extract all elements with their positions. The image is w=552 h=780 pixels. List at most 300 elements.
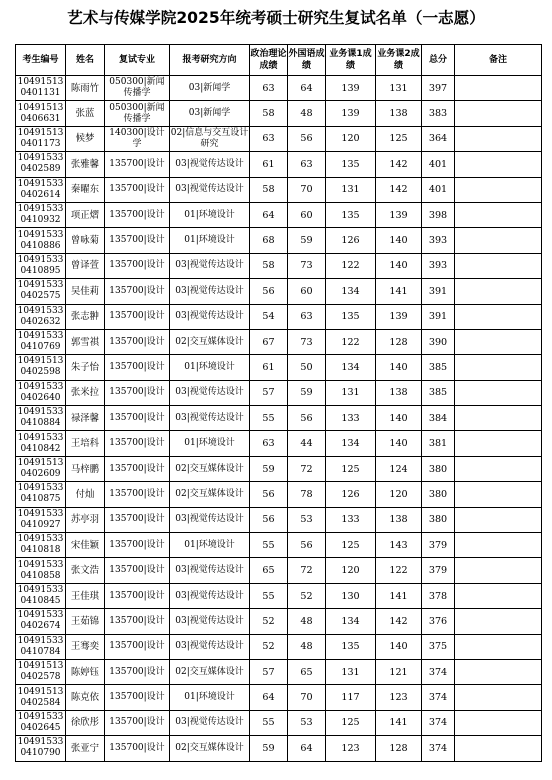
- header-politics: 政治理论成绩: [250, 45, 288, 76]
- header-major: 复试专业: [105, 45, 170, 76]
- cell-direction: 01|环境设计: [170, 431, 250, 456]
- cell-direction: 01|环境设计: [170, 355, 250, 380]
- cell-foreign: 59: [288, 228, 326, 253]
- cell-direction: 03|视觉传达设计: [170, 507, 250, 532]
- cell-direction: 03|视觉传达设计: [170, 380, 250, 405]
- cell-id: 104915330410875: [16, 482, 66, 507]
- cell-id: 104915330410895: [16, 253, 66, 278]
- cell-foreign: 53: [288, 710, 326, 735]
- cell-politics: 55: [250, 406, 288, 431]
- cell-total: 391: [422, 304, 455, 329]
- cell-course2: 131: [376, 76, 422, 101]
- cell-id: 104915330410932: [16, 202, 66, 227]
- cell-remark: [455, 304, 542, 329]
- cell-course1: 131: [326, 380, 376, 405]
- cell-remark: [455, 380, 542, 405]
- cell-foreign: 65: [288, 659, 326, 684]
- cell-total: 391: [422, 279, 455, 304]
- cell-remark: [455, 482, 542, 507]
- cell-total: 379: [422, 558, 455, 583]
- cell-course2: 141: [376, 710, 422, 735]
- table-row: [16, 659, 542, 684]
- cell-course2: 140: [376, 253, 422, 278]
- cell-total: 384: [422, 406, 455, 431]
- cell-major: 135700|设计: [105, 406, 170, 431]
- table-row: [16, 279, 542, 304]
- candidate-table: [15, 44, 542, 762]
- cell-politics: 61: [250, 152, 288, 177]
- table-row: [16, 583, 542, 608]
- cell-name: 宋佳颖: [66, 533, 105, 558]
- header-id: 考生编号: [16, 45, 66, 76]
- cell-major: 135700|设计: [105, 152, 170, 177]
- cell-remark: [455, 355, 542, 380]
- cell-politics: 65: [250, 558, 288, 583]
- cell-politics: 54: [250, 304, 288, 329]
- cell-major: 135700|设计: [105, 507, 170, 532]
- cell-remark: [455, 710, 542, 735]
- table-body: [16, 76, 542, 762]
- cell-foreign: 78: [288, 482, 326, 507]
- cell-remark: [455, 228, 542, 253]
- cell-total: 390: [422, 329, 455, 354]
- cell-politics: 68: [250, 228, 288, 253]
- cell-remark: [455, 583, 542, 608]
- cell-course1: 126: [326, 228, 376, 253]
- cell-course2: 122: [376, 558, 422, 583]
- cell-major: 135700|设计: [105, 533, 170, 558]
- cell-course1: 125: [326, 710, 376, 735]
- cell-politics: 52: [250, 609, 288, 634]
- cell-major: 135700|设计: [105, 685, 170, 710]
- cell-major: 135700|设计: [105, 329, 170, 354]
- table-row: [16, 177, 542, 202]
- cell-course1: 117: [326, 685, 376, 710]
- cell-remark: [455, 659, 542, 684]
- table-header-row: [16, 45, 542, 76]
- cell-id: 104915130402578: [16, 659, 66, 684]
- cell-course2: 128: [376, 736, 422, 761]
- cell-foreign: 60: [288, 279, 326, 304]
- table-row: [16, 533, 542, 558]
- cell-foreign: 70: [288, 685, 326, 710]
- cell-total: 375: [422, 634, 455, 659]
- cell-remark: [455, 202, 542, 227]
- cell-name: 候梦: [66, 126, 105, 151]
- cell-id: 104915330402632: [16, 304, 66, 329]
- cell-id: 104915330402575: [16, 279, 66, 304]
- cell-name: 王茹锦: [66, 609, 105, 634]
- cell-course2: 120: [376, 482, 422, 507]
- cell-politics: 58: [250, 101, 288, 126]
- cell-major: 140300|设计学: [105, 126, 170, 151]
- cell-foreign: 60: [288, 202, 326, 227]
- cell-major: 135700|设计: [105, 609, 170, 634]
- cell-politics: 57: [250, 380, 288, 405]
- cell-remark: [455, 685, 542, 710]
- cell-name: 曾咏菊: [66, 228, 105, 253]
- table-row: [16, 634, 542, 659]
- table-row: [16, 304, 542, 329]
- cell-course2: 140: [376, 634, 422, 659]
- cell-course2: 142: [376, 177, 422, 202]
- cell-remark: [455, 76, 542, 101]
- cell-total: 397: [422, 76, 455, 101]
- cell-foreign: 72: [288, 456, 326, 481]
- cell-politics: 63: [250, 431, 288, 456]
- cell-name: 张雅馨: [66, 152, 105, 177]
- cell-total: 380: [422, 456, 455, 481]
- table-row: [16, 202, 542, 227]
- cell-foreign: 48: [288, 634, 326, 659]
- cell-direction: 02|交互媒体设计: [170, 456, 250, 481]
- cell-total: 364: [422, 126, 455, 151]
- cell-foreign: 63: [288, 152, 326, 177]
- cell-total: 380: [422, 507, 455, 532]
- cell-direction: 03|视觉传达设计: [170, 583, 250, 608]
- cell-course1: 131: [326, 659, 376, 684]
- header-direction: 报考研究方向: [170, 45, 250, 76]
- cell-course1: 125: [326, 456, 376, 481]
- cell-total: 374: [422, 736, 455, 761]
- cell-course1: 134: [326, 609, 376, 634]
- cell-course2: 138: [376, 507, 422, 532]
- cell-remark: [455, 406, 542, 431]
- cell-politics: 57: [250, 659, 288, 684]
- cell-course2: 128: [376, 329, 422, 354]
- cell-direction: 02|信息与交互设计研究: [170, 126, 250, 151]
- cell-id: 104915330410845: [16, 583, 66, 608]
- cell-course2: 143: [376, 533, 422, 558]
- cell-remark: [455, 253, 542, 278]
- cell-politics: 56: [250, 507, 288, 532]
- cell-foreign: 48: [288, 609, 326, 634]
- cell-id: 104915330402674: [16, 609, 66, 634]
- cell-name: 苏亭羽: [66, 507, 105, 532]
- cell-course1: 133: [326, 406, 376, 431]
- cell-politics: 59: [250, 456, 288, 481]
- cell-remark: [455, 101, 542, 126]
- cell-course1: 135: [326, 152, 376, 177]
- table-row: [16, 558, 542, 583]
- cell-direction: 01|环境设计: [170, 202, 250, 227]
- table-row: [16, 736, 542, 761]
- cell-course1: 139: [326, 76, 376, 101]
- cell-foreign: 73: [288, 253, 326, 278]
- cell-name: 项正熠: [66, 202, 105, 227]
- cell-major: 050300|新闻传播学: [105, 76, 170, 101]
- cell-name: 王骞奕: [66, 634, 105, 659]
- table-row: [16, 355, 542, 380]
- cell-politics: 58: [250, 253, 288, 278]
- cell-total: 393: [422, 253, 455, 278]
- cell-name: 秦曜东: [66, 177, 105, 202]
- cell-direction: 03|视觉传达设计: [170, 406, 250, 431]
- table-row: [16, 329, 542, 354]
- cell-foreign: 64: [288, 736, 326, 761]
- cell-direction: 03|视觉传达设计: [170, 558, 250, 583]
- cell-politics: 55: [250, 583, 288, 608]
- table-row: [16, 456, 542, 481]
- cell-foreign: 56: [288, 126, 326, 151]
- cell-course1: 123: [326, 736, 376, 761]
- table-row: [16, 685, 542, 710]
- cell-name: 吴佳莉: [66, 279, 105, 304]
- cell-name: 张志翀: [66, 304, 105, 329]
- cell-name: 张亚宁: [66, 736, 105, 761]
- cell-course1: 130: [326, 583, 376, 608]
- cell-foreign: 52: [288, 583, 326, 608]
- cell-direction: 02|交互媒体设计: [170, 659, 250, 684]
- cell-id: 104915130401173: [16, 126, 66, 151]
- table-row: [16, 507, 542, 532]
- cell-course2: 138: [376, 380, 422, 405]
- cell-id: 104915330402645: [16, 710, 66, 735]
- cell-politics: 52: [250, 634, 288, 659]
- cell-total: 376: [422, 609, 455, 634]
- cell-foreign: 70: [288, 177, 326, 202]
- cell-course1: 135: [326, 304, 376, 329]
- table-row: [16, 609, 542, 634]
- cell-course1: 120: [326, 126, 376, 151]
- cell-id: 104915330410858: [16, 558, 66, 583]
- cell-direction: 03|视觉传达设计: [170, 304, 250, 329]
- cell-politics: 64: [250, 202, 288, 227]
- cell-politics: 55: [250, 533, 288, 558]
- cell-id: 104915330410884: [16, 406, 66, 431]
- cell-total: 374: [422, 685, 455, 710]
- cell-major: 135700|设计: [105, 736, 170, 761]
- cell-major: 135700|设计: [105, 177, 170, 202]
- cell-course2: 123: [376, 685, 422, 710]
- cell-remark: [455, 507, 542, 532]
- cell-id: 104915130402584: [16, 685, 66, 710]
- cell-name: 陈克依: [66, 685, 105, 710]
- cell-total: 401: [422, 177, 455, 202]
- cell-remark: [455, 152, 542, 177]
- cell-course2: 142: [376, 609, 422, 634]
- cell-course1: 122: [326, 329, 376, 354]
- cell-major: 135700|设计: [105, 355, 170, 380]
- cell-id: 104915330410790: [16, 736, 66, 761]
- header-name: 姓名: [66, 45, 105, 76]
- header-remark: 备注: [455, 45, 542, 76]
- cell-foreign: 64: [288, 76, 326, 101]
- cell-direction: 02|交互媒体设计: [170, 482, 250, 507]
- cell-remark: [455, 329, 542, 354]
- cell-course2: 138: [376, 101, 422, 126]
- cell-course2: 140: [376, 406, 422, 431]
- cell-major: 135700|设计: [105, 482, 170, 507]
- cell-course2: 140: [376, 355, 422, 380]
- cell-id: 104915330410927: [16, 507, 66, 532]
- cell-course2: 140: [376, 431, 422, 456]
- cell-total: 398: [422, 202, 455, 227]
- cell-name: 曾译萱: [66, 253, 105, 278]
- cell-remark: [455, 279, 542, 304]
- cell-major: 135700|设计: [105, 710, 170, 735]
- cell-course1: 131: [326, 177, 376, 202]
- cell-total: 379: [422, 533, 455, 558]
- cell-foreign: 56: [288, 406, 326, 431]
- cell-politics: 56: [250, 279, 288, 304]
- cell-politics: 59: [250, 736, 288, 761]
- cell-course1: 125: [326, 533, 376, 558]
- cell-foreign: 53: [288, 507, 326, 532]
- table-row: [16, 431, 542, 456]
- cell-direction: 01|环境设计: [170, 533, 250, 558]
- cell-course1: 134: [326, 355, 376, 380]
- cell-remark: [455, 634, 542, 659]
- cell-id: 104915130406631: [16, 101, 66, 126]
- cell-total: 380: [422, 482, 455, 507]
- cell-direction: 03|视觉传达设计: [170, 609, 250, 634]
- header-course2: 业务课2成绩: [376, 45, 422, 76]
- table-row: [16, 101, 542, 126]
- cell-major: 135700|设计: [105, 634, 170, 659]
- cell-direction: 03|新闻学: [170, 76, 250, 101]
- cell-remark: [455, 431, 542, 456]
- cell-id: 104915130401131: [16, 76, 66, 101]
- header-total: 总分: [422, 45, 455, 76]
- cell-total: 385: [422, 355, 455, 380]
- cell-remark: [455, 736, 542, 761]
- header-foreign: 外国语成绩: [288, 45, 326, 76]
- table-row: [16, 253, 542, 278]
- cell-id: 104915330410842: [16, 431, 66, 456]
- cell-id: 104915330410886: [16, 228, 66, 253]
- cell-remark: [455, 609, 542, 634]
- cell-foreign: 59: [288, 380, 326, 405]
- cell-total: 383: [422, 101, 455, 126]
- cell-remark: [455, 533, 542, 558]
- cell-total: 401: [422, 152, 455, 177]
- header-course1: 业务课1成绩: [326, 45, 376, 76]
- cell-total: 374: [422, 710, 455, 735]
- cell-politics: 63: [250, 126, 288, 151]
- cell-course1: 134: [326, 431, 376, 456]
- cell-direction: 01|环境设计: [170, 685, 250, 710]
- cell-direction: 03|视觉传达设计: [170, 152, 250, 177]
- cell-course2: 140: [376, 228, 422, 253]
- cell-course2: 139: [376, 202, 422, 227]
- cell-politics: 58: [250, 177, 288, 202]
- cell-course2: 141: [376, 583, 422, 608]
- page-title: 艺术与传媒学院2025年统考硕士研究生复试名单（一志愿）: [67, 9, 485, 27]
- cell-course1: 139: [326, 101, 376, 126]
- cell-major: 135700|设计: [105, 659, 170, 684]
- cell-course1: 126: [326, 482, 376, 507]
- cell-foreign: 56: [288, 533, 326, 558]
- cell-course2: 142: [376, 152, 422, 177]
- table-row: [16, 228, 542, 253]
- cell-politics: 61: [250, 355, 288, 380]
- cell-total: 381: [422, 431, 455, 456]
- cell-direction: 03|视觉传达设计: [170, 253, 250, 278]
- cell-major: 135700|设计: [105, 456, 170, 481]
- cell-remark: [455, 456, 542, 481]
- cell-foreign: 50: [288, 355, 326, 380]
- cell-politics: 63: [250, 76, 288, 101]
- cell-name: 张米拉: [66, 380, 105, 405]
- cell-name: 朱子怡: [66, 355, 105, 380]
- cell-name: 陈婷钰: [66, 659, 105, 684]
- cell-course1: 135: [326, 202, 376, 227]
- cell-id: 104915130402609: [16, 456, 66, 481]
- cell-id: 104915330402614: [16, 177, 66, 202]
- cell-direction: 02|交互媒体设计: [170, 329, 250, 354]
- cell-direction: 02|交互媒体设计: [170, 736, 250, 761]
- table-row: [16, 482, 542, 507]
- cell-direction: 03|视觉传达设计: [170, 634, 250, 659]
- cell-major: 135700|设计: [105, 253, 170, 278]
- cell-id: 104915330410769: [16, 329, 66, 354]
- table-row: [16, 76, 542, 101]
- cell-id: 104915330410818: [16, 533, 66, 558]
- cell-id: 104915330402589: [16, 152, 66, 177]
- cell-direction: 03|视觉传达设计: [170, 177, 250, 202]
- table-row: [16, 126, 542, 151]
- cell-course2: 125: [376, 126, 422, 151]
- cell-politics: 64: [250, 685, 288, 710]
- table-row: [16, 710, 542, 735]
- cell-politics: 67: [250, 329, 288, 354]
- cell-foreign: 72: [288, 558, 326, 583]
- cell-id: 104915330410784: [16, 634, 66, 659]
- cell-remark: [455, 558, 542, 583]
- cell-politics: 56: [250, 482, 288, 507]
- cell-course2: 121: [376, 659, 422, 684]
- cell-direction: 01|环境设计: [170, 228, 250, 253]
- cell-course1: 122: [326, 253, 376, 278]
- cell-major: 135700|设计: [105, 304, 170, 329]
- cell-total: 385: [422, 380, 455, 405]
- cell-major: 135700|设计: [105, 228, 170, 253]
- cell-course2: 139: [376, 304, 422, 329]
- cell-major: 135700|设计: [105, 202, 170, 227]
- cell-major: 135700|设计: [105, 558, 170, 583]
- cell-foreign: 63: [288, 304, 326, 329]
- cell-foreign: 48: [288, 101, 326, 126]
- cell-remark: [455, 177, 542, 202]
- cell-politics: 55: [250, 710, 288, 735]
- cell-course2: 124: [376, 456, 422, 481]
- cell-name: 张蓝: [66, 101, 105, 126]
- cell-remark: [455, 126, 542, 151]
- cell-direction: 03|新闻学: [170, 101, 250, 126]
- cell-name: 王培科: [66, 431, 105, 456]
- cell-major: 135700|设计: [105, 380, 170, 405]
- cell-id: 104915330402640: [16, 380, 66, 405]
- cell-course1: 133: [326, 507, 376, 532]
- cell-name: 王佳琪: [66, 583, 105, 608]
- cell-name: 付灿: [66, 482, 105, 507]
- cell-total: 393: [422, 228, 455, 253]
- cell-name: 马梓鹏: [66, 456, 105, 481]
- cell-foreign: 44: [288, 431, 326, 456]
- cell-foreign: 73: [288, 329, 326, 354]
- table-row: [16, 406, 542, 431]
- cell-name: 禄泽馨: [66, 406, 105, 431]
- cell-major: 050300|新闻传播学: [105, 101, 170, 126]
- cell-major: 135700|设计: [105, 431, 170, 456]
- cell-name: 郭雪祺: [66, 329, 105, 354]
- cell-course2: 141: [376, 279, 422, 304]
- cell-name: 徐欣彤: [66, 710, 105, 735]
- cell-direction: 03|视觉传达设计: [170, 710, 250, 735]
- cell-major: 135700|设计: [105, 583, 170, 608]
- cell-total: 378: [422, 583, 455, 608]
